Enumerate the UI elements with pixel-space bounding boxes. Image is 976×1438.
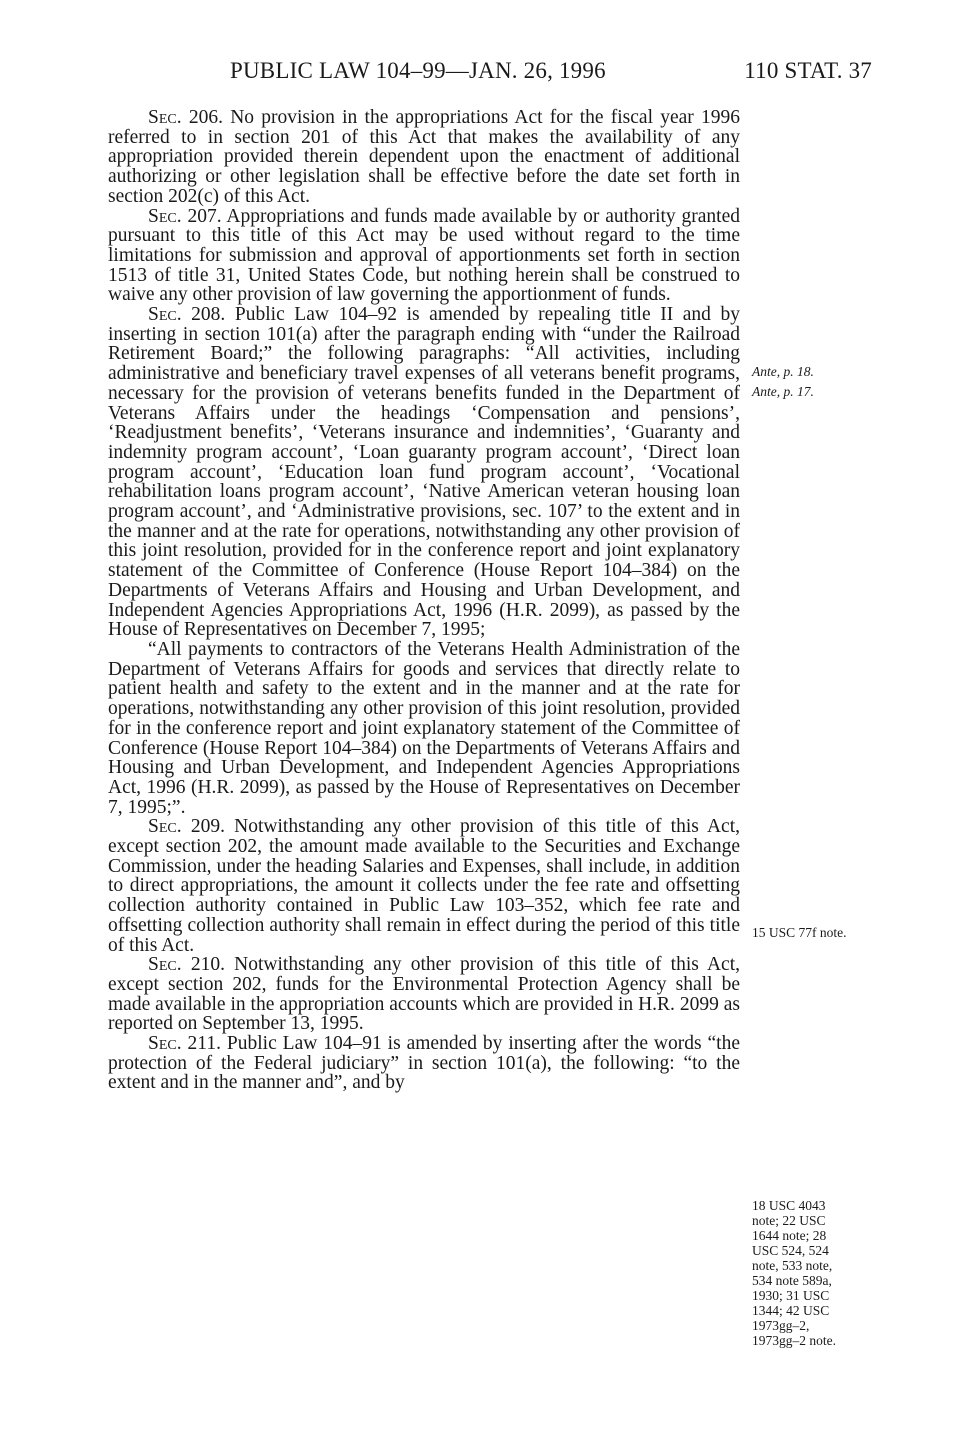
section-number: Sec. 208. <box>148 304 226 326</box>
statute-body <box>108 108 740 1093</box>
section-number: Sec. 209. <box>148 816 225 838</box>
section-number: Sec. 206. <box>148 107 223 128</box>
section-number: Sec. 210. <box>148 954 225 976</box>
section-211 <box>108 1034 740 1093</box>
section-text: No provision in the appropriations Act for the fiscal year 1996 referred to in section 201 of this Act that makes the availability of any appropriation provided therein dependent upon the enactment of additional authorizing or other legislation shall be effective before the date set forth in section 202(c) of this Act. <box>108 107 740 207</box>
section-text: Notwithstanding any other provision of this title of this Act, except section 202, funds for the Environmental Protection Agency shall be made available in the appropriation accounts which are provided in H.R. 2099 as reported on September 13, 1995. <box>108 954 740 1035</box>
margin-note-usc-citations: 18 USC 4043 note; 22 USC 1644 note; 28 USC 524, 524 note, 533 note, 534 note 589a, 1930; 31 USC 1344; 42 USC 1973gg–2, 1973gg–2 note. <box>752 1198 836 1348</box>
section-number: Sec. 211. <box>148 1033 221 1055</box>
section-208-continued <box>108 640 740 817</box>
section-210 <box>108 955 740 1034</box>
section-208 <box>108 305 740 640</box>
section-number: Sec. 207. <box>148 205 222 227</box>
margin-note-ante-17: Ante, p. 17. <box>752 384 814 399</box>
section-209 <box>108 817 740 955</box>
section-text: Appropriations and funds made available by or authority granted pursuant to this title of this Act may be used without regard to the time limitations for submission and approval of apportionments set forth in section 1513 of title 31, United States Code, but nothing herein shall be construed to waive any other provision of law governing the apportionment of funds. <box>108 205 740 306</box>
section-text: Public Law 104–92 is amended by repealing title II and by inserting in section 101(a) after the paragraph ending with “under the Railroad Retirement Board;” the following paragraphs: “All activities, including administrative and beneficiary travel expenses of all veterans benefit programs, necessary for the provision of veterans benefits funded in the Department of Veterans Affairs under the headings ‘Compensation and pensions’, ‘Readjustment benefits’, ‘Veterans insurance and indemnities’, ‘Guaranty and indemnity program account’, ‘Loan guaranty program account’, ‘Direct loan program account’, ‘Education loan fund program account’, ‘Vocational rehabilitation loans program account’, ‘Native American veteran housing loan program account’, and ‘Administrative provisions, sec. 107’ to the extent and in the manner and at the rate for operations, notwithstanding any other provision of this joint resolution, provided for in the conference report and joint explanatory statement of the Committee of Conference (House Report 104–384) on the Departments of Veterans Affairs and Housing and Urban Development, and Independent Agencies Appropriations Act, 1996 (H.R. 2099), as passed by the House of Representatives on December 7, 1995; <box>108 304 740 641</box>
running-head-title: PUBLIC LAW 104–99—JAN. 26, 1996 <box>230 58 606 83</box>
statute-page-number: 110 STAT. 37 <box>744 58 872 83</box>
margin-note-15-usc: 15 USC 77f note. <box>752 925 847 940</box>
section-206 <box>108 108 740 207</box>
margin-note-ante-18: Ante, p. 18. <box>752 364 814 379</box>
section-text: Notwithstanding any other provision of this title of this Act, except section 202, the amount made available to the Securities and Exchange Commission, under the heading Salaries and Expenses, shall include, in addition to direct appropriations, the amount it collects under the fee rate and offsetting collection authority contained in Public Law 103–352, which fee rate and offsetting collection authority shall remain in effect during the period of this title of this Act. <box>108 816 740 956</box>
section-207 <box>108 207 740 306</box>
section-text: Public Law 104–91 is amended by inserting after the words “the protection of the Federal judiciary” in section 101(a), the following: “to the extent and in the manner and”, and by <box>108 1033 741 1094</box>
section-text: “All payments to contractors of the Veterans Health Administration of the Department of Veterans Affairs for goods and services that directly relate to patient health and safety to the extent and in the manner and at the rate for operations, notwithstanding any other provision of this joint resolution, provided for in the conference report and joint explanatory statement of the Committee of Conference (House Report 104–384) on the Departments of Veterans Affairs and Housing and Urban Development, and Independent Agencies Appropriations Act, 1996 (H.R. 2099), as passed by the House of Representatives on December 7, 1995;”. <box>108 638 740 818</box>
